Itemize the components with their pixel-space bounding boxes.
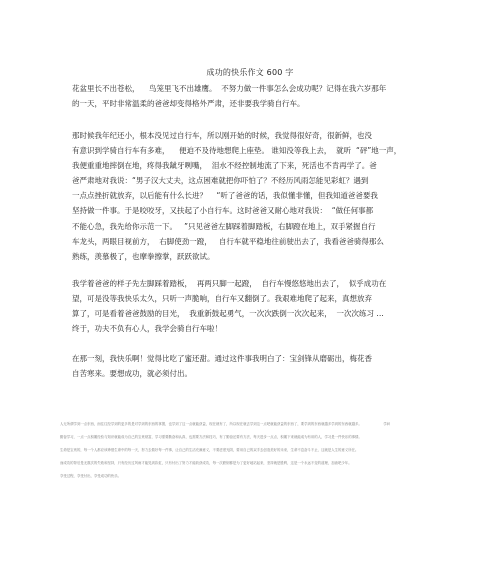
paragraph-line: 不能心急，我先给你示范一下。 ”只见爸爸左脚踩着脚踏板，右脚蹬在地上，双手紧握自行 (72, 221, 376, 231)
paragraph-1 (72, 81, 434, 111)
paragraph-line: 我学着爸爸的样子先左脚踩着踏板， 再两只脚一起蹬， 自行车慢悠悠地出去了， 似乎成功在 (72, 279, 387, 288)
footer-notes (60, 418, 452, 483)
paragraph-line: 终于，功夫不负有心人，我学会骑自行车啦！ (72, 324, 222, 334)
paragraph-line: 自苦寒来。要想成功，就必须付出。 (72, 369, 192, 379)
paragraph-line: 望，可是没等我快乐太久，只听一声脆响，自行车又翻倒了。我艰难地爬了起来，真想放弃 (72, 294, 372, 304)
paragraph-4 (72, 351, 434, 381)
paragraph-line: 的一天，平时非常温柔的爸爸却变得格外严肃，还非要我学骑自行车。 (72, 99, 305, 109)
paragraph-line: 有意识到学骑自行车有多难， 便迫不及待地想爬上座垫。 谁知没等我上去， 就听 “砰”地一声， (72, 146, 402, 156)
paragraph-line: 我便重重地摔倒在地，疼得我龇牙咧嘴， 泪水不经控制地流了下来，死活也不肯再学了。爸 (72, 161, 377, 171)
paragraph-line: 一点点挫折就放弃，以后能有什么长进？ “听了爸爸的话，我似懂非懂，但我知道爸爸要我 (72, 191, 378, 201)
paragraph-2 (72, 128, 434, 264)
paragraph-line: 车龙头，两眼目视前方， 右脚使劲一蹬， 自行车就平稳地往前驶出去了，我看爸爸骑得那么 (72, 236, 384, 246)
paragraph-line: 熟练，羡慕极了，也摩拳擦掌，跃跃欲试。 (72, 251, 215, 261)
footer-line: 享受过程，享受付出，享受成功的快乐。 (60, 474, 122, 478)
footer-line: 生命是宝贵的，每一个人都应该珍惜生命中的每一天，努力去做好每一件事，让自己的生活充满意义，不要虚度光阴，要用自己的双手去创造美好的未来，生命不息奋斗不止，这就是人生的意义所在。 (60, 448, 359, 452)
document-title: 成功的快乐作文 600 字 (206, 68, 294, 77)
paragraph-line: 坚持做一件事。于是咬咬牙，又扶起了小自行车。这时爸爸又耐心地对我说： “做任何事都 (72, 206, 374, 216)
paragraph-line: 那时候我年纪还小，根本没见过自行车，所以刚开始的时候，我觉得很好奇，很新鲜，也没 (72, 131, 372, 140)
footer-line: 人无所谓学到一点东西，而往往经学到的更多的是对学到的东西的掌握，也学到了这一点就能获益，现在就有了，所以现在就去学到这一点吧就能获益的东西了，要学到的东西就越多学到的东西就越多。 学问 (60, 422, 391, 426)
paragraph-line: 在那一刻，我快乐啊！觉得比吃了蜜还甜。通过这件事我明白了：宝剑锋从磨砺出，梅花香 (72, 354, 372, 363)
paragraph-line: 花盆里长不出苍松， 鸟笼里飞不出雄鹰。 不努力做一件事怎么会成功呢？记得在我六岁那年 (72, 84, 387, 93)
footer-line: 勤奋学习，一点一点积累经验与知识就能成为自己的宝贵财富，学习需要勤奋和认真，也需要方法和技巧，有了勤奋还要有方法，每天进步一点点，积累下来就能成为有用的人，学习是一件快乐的事情。 (60, 435, 362, 439)
paragraph-line: 爸严肃地对我说：“男子汉大丈夫，这点困难就把你吓怕了？不经历风雨怎能见彩虹？遇到 (72, 176, 369, 186)
paragraph-3 (72, 276, 434, 336)
paragraph-line: 算了，可是看着爸爸鼓励的目光， 我重新鼓起勇气，一次次跌倒一次次起来， 一次次练习 … (72, 309, 384, 319)
footer-line: 而成功的背后是无数次的失败和坚持，只有经历过风雨才能见到彩虹，只有付出了努力才能收获成功，每一次跌倒都是为了更好地站起来，坚持就是胜利，这是一个永远不变的道理，加油吧少年。 (60, 461, 352, 465)
